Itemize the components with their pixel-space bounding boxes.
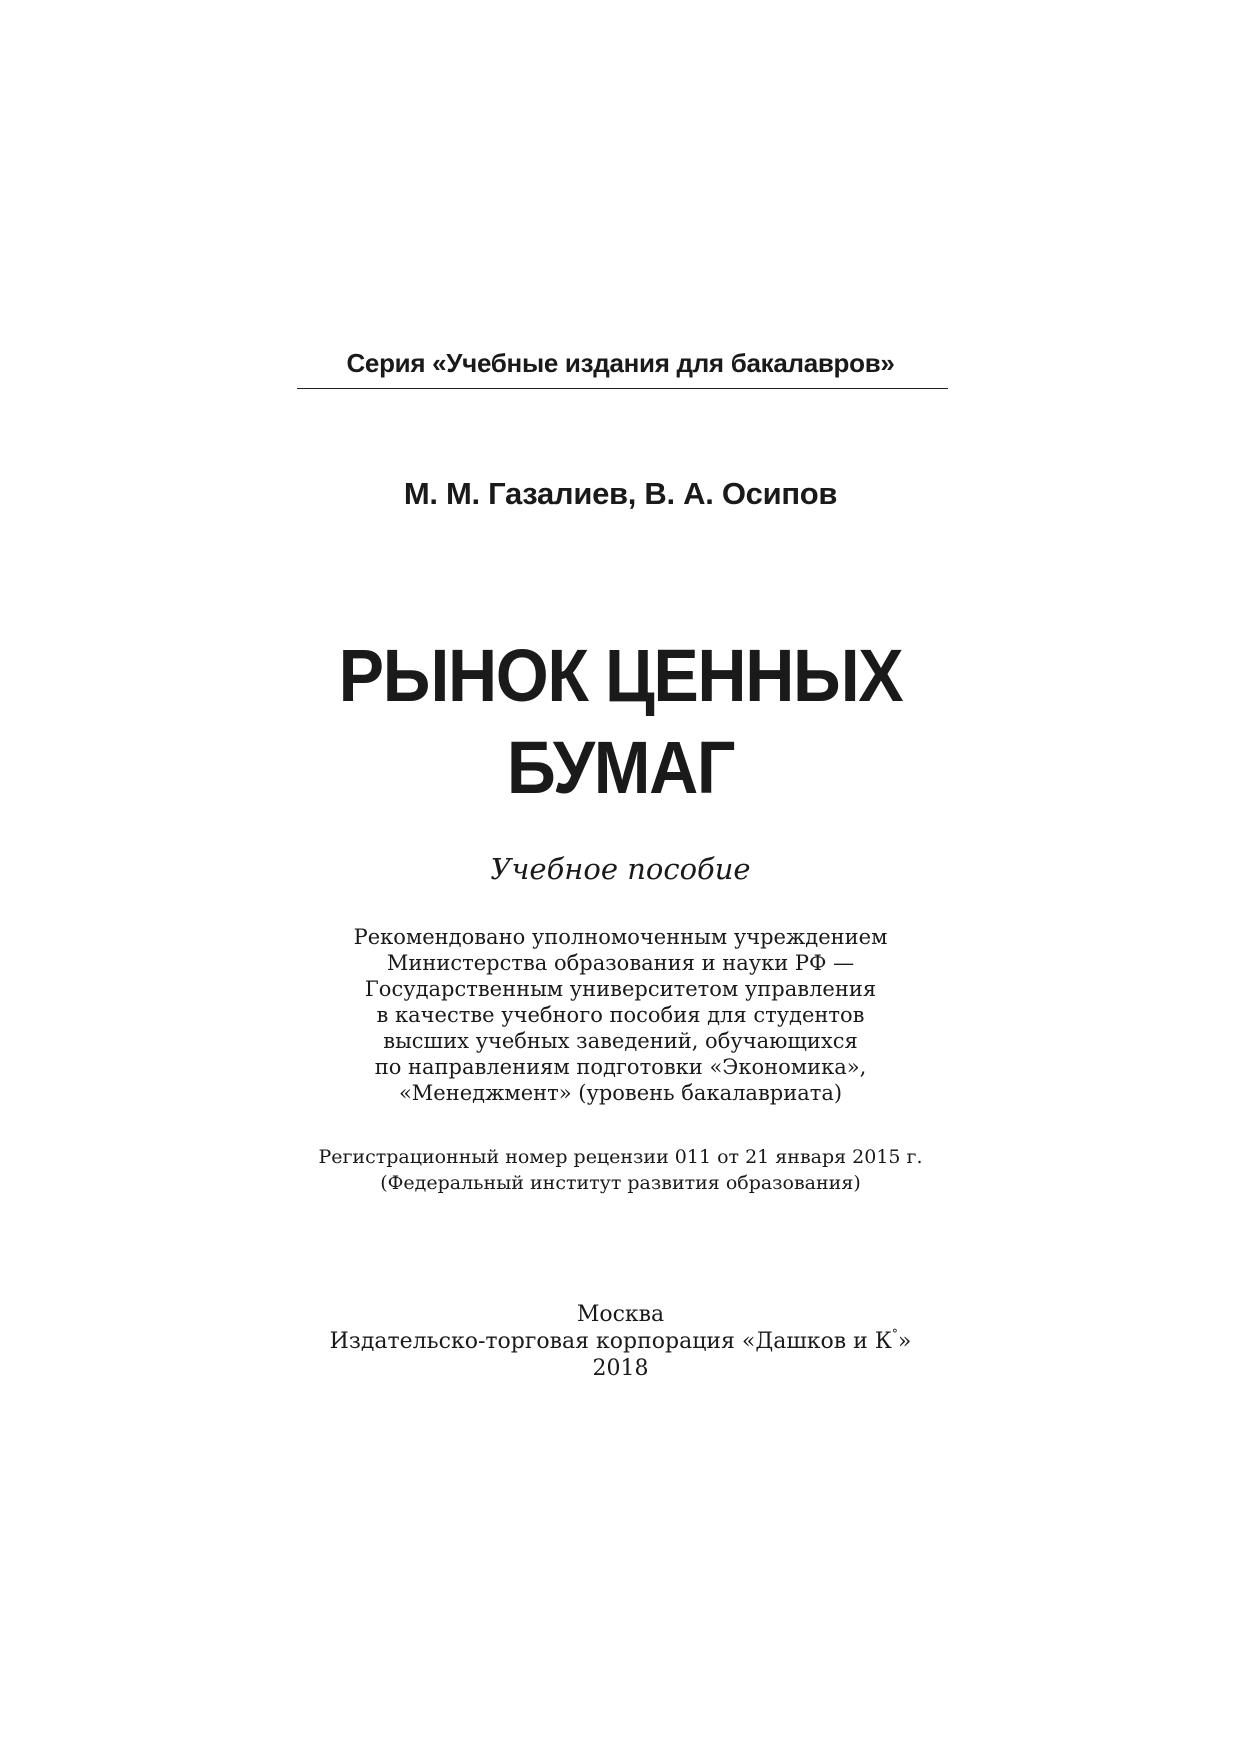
imprint-publisher <box>0 1328 1241 1355</box>
book-subtitle: Учебное пособие <box>490 852 751 886</box>
book-title-line-2: БУМАГ <box>506 726 735 809</box>
imprint-year: 2018 <box>592 1356 649 1381</box>
authors: М. М. Газалиев, В. А. Осипов <box>403 476 838 511</box>
registration-text <box>0 1144 1241 1196</box>
recommendation-line: по направлениям подготовки «Экономика», <box>374 1055 867 1079</box>
recommendation-line: Рекомендовано уполномоченным учреждением <box>353 925 888 949</box>
publisher-closing-quote: » <box>897 1329 912 1354</box>
registration-line: Регистрационный номер рецензии 011 от 21 января 2015 г. <box>318 1146 923 1168</box>
imprint-city: Москва <box>576 1302 665 1327</box>
recommendation-line: «Менеджмент» (уровень бакалавриата) <box>398 1081 843 1105</box>
recommendation-line: Министерства образования и науки РФ — <box>386 951 855 975</box>
registration-line: (Федеральный институт развития образования) <box>380 1172 861 1194</box>
publisher-name: Издательско-торговая корпорация «Дашков и К <box>329 1329 892 1354</box>
recommendation-line: в качестве учебного пособия для студентов <box>376 1003 865 1027</box>
book-title-line-1: РЫНОК ЦЕННЫХ <box>338 634 903 717</box>
series-line: Серия «Учебные издания для бакалавров» <box>346 348 895 378</box>
publisher-degree-mark: ° <box>891 1327 898 1341</box>
recommendation-text <box>0 924 1241 1106</box>
book-title <box>50 630 1192 814</box>
recommendation-line: Государственным университетом управления <box>364 977 877 1001</box>
imprint <box>0 1301 1241 1382</box>
series-divider <box>297 388 948 389</box>
recommendation-line: высших учебных заведений, обучающихся <box>383 1029 858 1053</box>
